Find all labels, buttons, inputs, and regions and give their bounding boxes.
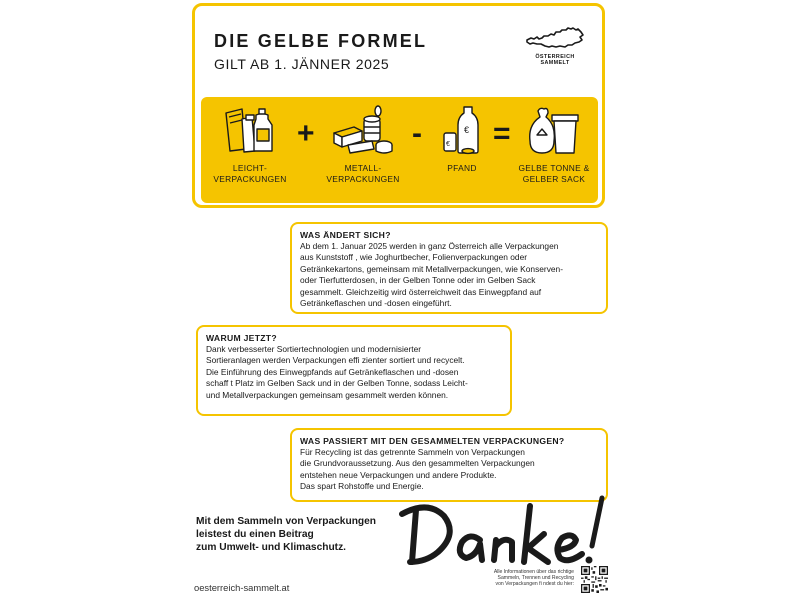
formula-item-deposit: [427, 105, 497, 174]
section-text: aus Kunststoff , wie Joghurtbecher, Folienverpackungen oder: [300, 252, 528, 263]
formula-item-light-packaging: [205, 105, 295, 185]
section-heading: WARUM JETZT?: [206, 333, 277, 343]
formula-label: GELBE TONNE & GELBER SACK: [518, 163, 590, 184]
formula-label: METALL- VERPACKUNGEN: [326, 163, 400, 184]
website-link[interactable]: oesterreich-sammelt.at: [194, 582, 290, 593]
section-text: Für Recycling ist das getrennte Sammeln von Verpackungen: [300, 447, 525, 457]
equals-operator: =: [493, 117, 511, 150]
formula-label: PFAND: [447, 163, 477, 173]
section-heading: WAS ÄNDERT SICH?: [300, 230, 391, 240]
formula-label: LEICHT- VERPACKUNGEN: [213, 163, 287, 184]
formula-card: [192, 3, 605, 208]
section-text: Getränkeflaschen und -dosen eingeführt.: [300, 298, 452, 309]
light-packaging-icon: [222, 105, 278, 155]
info-box-why-now: [196, 325, 512, 416]
section-text: gesammelt. Gleichzeitig wird österreichweit das Einwegpfand auf: [300, 286, 542, 297]
section-text: und Metallverpackungen gemeinsam gesammelt werden können.: [206, 389, 449, 400]
deposit-bottle-can-icon: [442, 105, 482, 155]
austria-map-icon: [525, 26, 585, 52]
section-text: Dank verbesserter Sortiertechnologien und modernisierter: [206, 344, 422, 354]
info-box-what-changes: [290, 222, 608, 314]
closing-message: Mit dem Sammeln von Verpackungen leistest du einen Beitrag zum Umwelt- und Klimaschutz.: [196, 516, 377, 554]
formula-bar: [201, 97, 598, 203]
page-subtitle: GILT AB 1. JÄNNER 2025: [214, 56, 390, 72]
minus-operator: -: [412, 117, 422, 150]
svg-text:€: €: [446, 141, 450, 148]
section-text: Getränkekartons, gemeinsam mit Metallverpackungen, wie Konserven-: [300, 263, 564, 274]
metal-packaging-icon: [328, 105, 398, 155]
section-text: entstehen neue Verpackungen und andere Produkte.: [300, 469, 497, 480]
section-heading: WAS PASSIERT MIT DEN GESAMMELTEN VERPACKUNGEN?: [300, 436, 565, 446]
section-text: schaff t Platz im Gelben Sack und in der Gelben Tonne, sodass Leicht-: [206, 378, 468, 389]
qr-caption: Alle Informationen über das richtige Sammeln, Trennen und Recycling von Verpackungen fi ndest du hier:: [493, 569, 574, 587]
section-text: Ab dem 1. Januar 2025 werden in ganz Österreich alle Verpackungen: [300, 241, 559, 251]
svg-text:€: €: [464, 125, 470, 135]
yellow-bin-bag-icon: [526, 105, 582, 155]
section-text: oder Tierfutterdosen, in der Gelben Tonne oder im Gelben Sack: [300, 275, 536, 286]
brand-wordmark: ÖSTERREICH SAMMELT: [535, 54, 575, 66]
formula-item-yellow-bin: [511, 105, 597, 185]
danke-text: [0, 0, 1, 1]
section-text: Das spart Rohstoffe und Energie.: [300, 481, 424, 492]
brand-logo: [522, 26, 588, 66]
qr-code[interactable]: [581, 566, 608, 593]
section-text: Sortieranlagen werden Verpackungen effi zienter sortiert und recycelt.: [206, 355, 465, 366]
page-title: DIE GELBE FORMEL: [214, 31, 428, 51]
section-text: Die Einführung des Einwegpfands auf Getränkeflaschen und -dosen: [206, 366, 459, 377]
danke-signature: [398, 490, 610, 572]
plus-operator: +: [297, 117, 315, 150]
section-text: die Grundvoraussetzung. Aus den gesammelten Verpackungen: [300, 458, 535, 469]
formula-item-metal-packaging: [313, 105, 413, 185]
